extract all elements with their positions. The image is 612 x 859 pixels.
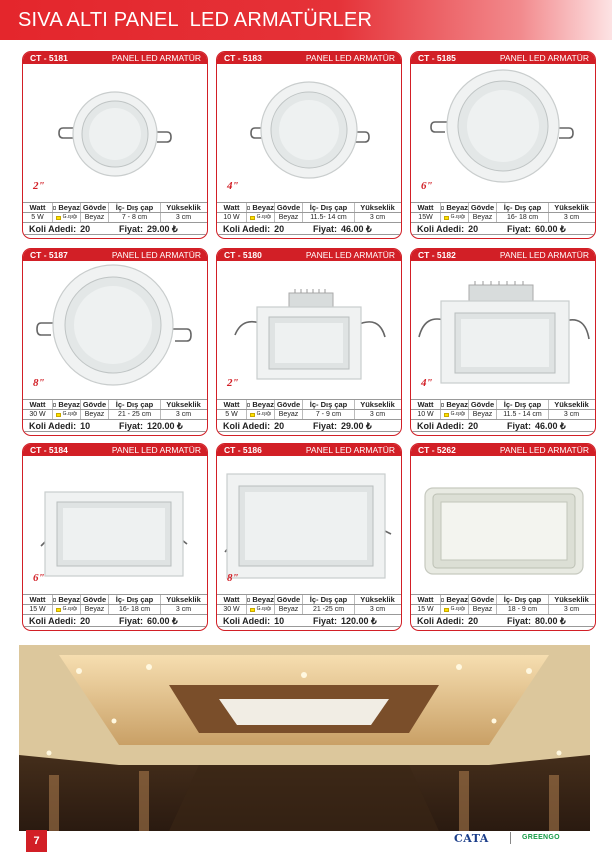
height-value: 3 cm	[369, 411, 386, 418]
body-value: Beyaz	[81, 213, 109, 222]
body-header: Gövde	[81, 203, 109, 212]
spec-table	[411, 594, 595, 627]
price-value: 80.00 ₺	[535, 616, 566, 626]
white-swatch	[247, 598, 250, 602]
product-card-ct-5183[interactable]	[216, 51, 402, 239]
height-header: Yükseklik	[166, 400, 201, 409]
size-label: 6"	[33, 572, 45, 584]
product-name: PANEL LED ARMATÜR	[305, 53, 395, 63]
price-value: 120.00 ₺	[147, 421, 183, 431]
body-header: Gövde	[469, 595, 497, 604]
size-label: 4"	[227, 180, 239, 192]
white-swatch	[247, 206, 250, 210]
product-code: CT - 5187	[30, 250, 68, 260]
koli-value: 20	[274, 224, 285, 234]
watt-value: 30 W	[217, 605, 247, 614]
watt-value: 15W	[411, 213, 441, 222]
watt-header: Watt	[217, 595, 247, 604]
product-name: PANEL LED ARMATÜR	[111, 445, 201, 455]
diameter-value: 18 - 9 cm	[497, 605, 549, 614]
white-option: Beyaz	[252, 400, 274, 409]
koli-label: Koli Adedi:	[223, 224, 271, 234]
daylight-option: G.ışığı	[450, 411, 466, 417]
diameter-header: İç- Dış çap	[497, 203, 549, 212]
product-card-ct-5180[interactable]	[216, 248, 402, 436]
size-label: 2"	[227, 377, 239, 389]
watt-value: 15 W	[23, 605, 53, 614]
daylight-option: G.ışığı	[450, 214, 466, 220]
round-panel-photo	[23, 263, 208, 391]
body-value: Beyaz	[81, 605, 109, 614]
price-label: Fiyat:	[507, 616, 532, 626]
body-header: Gövde	[275, 203, 303, 212]
height-header: Yükseklik	[554, 595, 589, 604]
height-header: Yükseklik	[166, 595, 201, 604]
white-option: Beyaz	[446, 400, 468, 409]
card-header	[411, 52, 595, 64]
body-value: Beyaz	[275, 605, 303, 614]
body-value: Beyaz	[275, 410, 303, 419]
card-header	[23, 52, 207, 64]
height-header: Yükseklik	[554, 203, 589, 212]
rectangle-panel-photo	[411, 458, 596, 586]
white-option: Beyaz	[58, 595, 80, 604]
card-header	[411, 444, 595, 456]
white-swatch	[53, 206, 56, 210]
height-header: Yükseklik	[554, 400, 589, 409]
price-value: 29.00 ₺	[147, 224, 178, 234]
size-label: 4"	[421, 377, 433, 389]
product-card-ct-5182[interactable]	[410, 248, 596, 436]
product-code: CT - 5180	[224, 250, 262, 260]
ceiling-interior-photo	[19, 645, 590, 831]
product-code: CT - 5262	[418, 445, 456, 455]
size-label: 6"	[421, 180, 433, 192]
product-card-ct-5187[interactable]	[22, 248, 208, 436]
daylight-option: G.ışığı	[450, 606, 466, 612]
white-option: Beyaz	[252, 595, 274, 604]
spec-table	[23, 202, 207, 235]
product-name: PANEL LED ARMATÜR	[305, 250, 395, 260]
height-value: 3 cm	[563, 214, 580, 221]
price-value: 120.00 ₺	[341, 616, 377, 626]
diameter-value: 11.5- 14 cm	[303, 213, 355, 222]
watt-value: 10 W	[217, 213, 247, 222]
price-label: Fiyat:	[119, 421, 144, 431]
price-label: Fiyat:	[119, 616, 144, 626]
daylight-swatch	[56, 608, 61, 612]
product-code: CT - 5184	[30, 445, 68, 455]
daylight-swatch	[250, 413, 255, 417]
daylight-option: G.ışığı	[256, 214, 272, 220]
white-option: Beyaz	[252, 203, 274, 212]
white-option: Beyaz	[446, 595, 468, 604]
round-panel-photo	[411, 66, 596, 194]
watt-header: Watt	[23, 203, 53, 212]
price-value: 29.00 ₺	[341, 421, 372, 431]
spec-table	[411, 202, 595, 235]
card-header	[217, 249, 401, 261]
body-value: Beyaz	[275, 213, 303, 222]
watt-header: Watt	[23, 595, 53, 604]
white-swatch	[441, 598, 444, 602]
white-swatch	[441, 403, 444, 407]
height-value: 3 cm	[369, 606, 386, 613]
koli-label: Koli Adedi:	[223, 616, 271, 626]
page-title: SIVA ALTI PANEL LED ARMATÜRLER	[18, 9, 373, 31]
body-value: Beyaz	[469, 410, 497, 419]
height-header: Yükseklik	[166, 203, 201, 212]
round-panel-photo	[23, 66, 208, 194]
price-label: Fiyat:	[313, 616, 338, 626]
body-value: Beyaz	[469, 213, 497, 222]
watt-header: Watt	[411, 595, 441, 604]
price-value: 60.00 ₺	[147, 616, 178, 626]
koli-value: 20	[80, 224, 91, 234]
diameter-header: İç- Dış çap	[303, 203, 355, 212]
spec-table	[23, 594, 207, 627]
koli-value: 20	[468, 421, 479, 431]
watt-value: 5 W	[217, 410, 247, 419]
square-panel-photo	[411, 263, 596, 391]
height-value: 3 cm	[175, 606, 192, 613]
color-options	[53, 203, 81, 212]
body-value: Beyaz	[81, 410, 109, 419]
spec-table	[217, 594, 401, 627]
white-swatch	[53, 598, 56, 602]
daylight-option: G.ışığı	[62, 411, 78, 417]
square-panel-photo	[217, 458, 402, 586]
height-header: Yükseklik	[360, 400, 395, 409]
koli-label: Koli Adedi:	[29, 421, 77, 431]
round-panel-photo	[217, 66, 402, 194]
height-header: Yükseklik	[360, 203, 395, 212]
card-header	[23, 444, 207, 456]
diameter-header: İç- Dış çap	[497, 595, 549, 604]
product-code: CT - 5183	[224, 53, 262, 63]
diameter-value: 21 -25 cm	[303, 605, 355, 614]
height-value: 3 cm	[175, 411, 192, 418]
price-label: Fiyat:	[507, 224, 532, 234]
white-swatch	[247, 403, 250, 407]
size-label: 2"	[33, 180, 45, 192]
white-swatch	[53, 403, 56, 407]
price-value: 46.00 ₺	[341, 224, 372, 234]
koli-label: Koli Adedi:	[29, 616, 77, 626]
body-header: Gövde	[469, 203, 497, 212]
product-name: PANEL LED ARMATÜR	[111, 250, 201, 260]
card-header	[217, 52, 401, 64]
daylight-swatch	[56, 413, 61, 417]
product-card-ct-5185[interactable]	[410, 51, 596, 239]
white-swatch	[441, 206, 444, 210]
koli-value: 10	[274, 616, 285, 626]
price-value: 60.00 ₺	[535, 224, 566, 234]
koli-value: 20	[468, 616, 479, 626]
watt-value: 30 W	[23, 410, 53, 419]
diameter-header: İç- Dış çap	[303, 595, 355, 604]
koli-label: Koli Adedi:	[417, 616, 465, 626]
diameter-header: İç- Dış çap	[109, 203, 161, 212]
watt-header: Watt	[411, 203, 441, 212]
card-header	[217, 444, 401, 456]
height-value: 3 cm	[175, 214, 192, 221]
diameter-value: 7 - 8 cm	[109, 213, 161, 222]
spec-table	[23, 399, 207, 432]
watt-header: Watt	[217, 400, 247, 409]
daylight-swatch	[250, 216, 255, 220]
greengo-logo: GREENGO	[522, 834, 560, 841]
watt-value: 5 W	[23, 213, 53, 222]
white-option: Beyaz	[446, 203, 468, 212]
body-header: Gövde	[469, 400, 497, 409]
koli-label: Koli Adedi:	[29, 224, 77, 234]
daylight-swatch	[444, 216, 449, 220]
product-code: CT - 5186	[224, 445, 262, 455]
diameter-header: İç- Dış çap	[497, 400, 549, 409]
price-label: Fiyat:	[119, 224, 144, 234]
product-code: CT - 5181	[30, 53, 68, 63]
product-code: CT - 5182	[418, 250, 456, 260]
koli-value: 20	[274, 421, 285, 431]
size-label: 8"	[33, 377, 45, 389]
white-option: Beyaz	[58, 400, 80, 409]
page-header	[0, 0, 612, 40]
diameter-value: 16- 18 cm	[109, 605, 161, 614]
white-option: Beyaz	[58, 203, 80, 212]
cata-logo: CATA	[454, 832, 489, 845]
watt-header: Watt	[23, 400, 53, 409]
daylight-swatch	[250, 608, 255, 612]
height-value: 3 cm	[563, 606, 580, 613]
diameter-header: İç- Dış çap	[109, 595, 161, 604]
daylight-swatch	[444, 608, 449, 612]
body-header: Gövde	[275, 595, 303, 604]
height-value: 3 cm	[563, 411, 580, 418]
card-header	[411, 249, 595, 261]
daylight-option: G.ışığı	[256, 411, 272, 417]
height-value: 3 cm	[369, 214, 386, 221]
daylight-option: G.ışığı	[256, 606, 272, 612]
square-panel-photo	[23, 458, 208, 586]
koli-label: Koli Adedi:	[417, 421, 465, 431]
product-card-ct-5184[interactable]	[22, 443, 208, 631]
product-card-ct-5181[interactable]	[22, 51, 208, 239]
diameter-header: İç- Dış çap	[109, 400, 161, 409]
daylight-swatch	[444, 413, 449, 417]
card-header	[23, 249, 207, 261]
diameter-value: 21 - 25 cm	[109, 410, 161, 419]
product-code: CT - 5185	[418, 53, 456, 63]
spec-table	[217, 202, 401, 235]
diameter-value: 16- 18 cm	[497, 213, 549, 222]
product-name: PANEL LED ARMATÜR	[499, 445, 589, 455]
diameter-value: 7 - 9 cm	[303, 410, 355, 419]
koli-label: Koli Adedi:	[223, 421, 271, 431]
price-value: 46.00 ₺	[535, 421, 566, 431]
logo-divider	[510, 832, 511, 844]
height-header: Yükseklik	[360, 595, 395, 604]
page-number: 7	[26, 830, 47, 852]
koli-value: 20	[80, 616, 91, 626]
product-name: PANEL LED ARMATÜR	[305, 445, 395, 455]
body-value: Beyaz	[469, 605, 497, 614]
product-name: PANEL LED ARMATÜR	[111, 53, 201, 63]
price-label: Fiyat:	[313, 224, 338, 234]
watt-value: 15 W	[411, 605, 441, 614]
body-header: Gövde	[81, 595, 109, 604]
koli-label: Koli Adedi:	[417, 224, 465, 234]
watt-header: Watt	[217, 203, 247, 212]
koli-value: 10	[80, 421, 91, 431]
diameter-header: İç- Dış çap	[303, 400, 355, 409]
daylight-swatch	[56, 216, 61, 220]
square-panel-photo	[217, 263, 402, 391]
daylight-option: G.ışığı	[62, 606, 78, 612]
spec-table	[217, 399, 401, 432]
diameter-value: 11.5 - 14 cm	[497, 410, 549, 419]
price-label: Fiyat:	[313, 421, 338, 431]
body-header: Gövde	[275, 400, 303, 409]
product-card-ct-5186[interactable]	[216, 443, 402, 631]
product-name: PANEL LED ARMATÜR	[499, 53, 589, 63]
price-label: Fiyat:	[507, 421, 532, 431]
spec-table	[411, 399, 595, 432]
watt-header: Watt	[411, 400, 441, 409]
body-header: Gövde	[81, 400, 109, 409]
daylight-option: G.ışığı	[62, 214, 78, 220]
watt-value: 10 W	[411, 410, 441, 419]
product-name: PANEL LED ARMATÜR	[499, 250, 589, 260]
size-label: 8"	[227, 572, 239, 584]
koli-value: 20	[468, 224, 479, 234]
product-card-ct-5262[interactable]	[410, 443, 596, 631]
